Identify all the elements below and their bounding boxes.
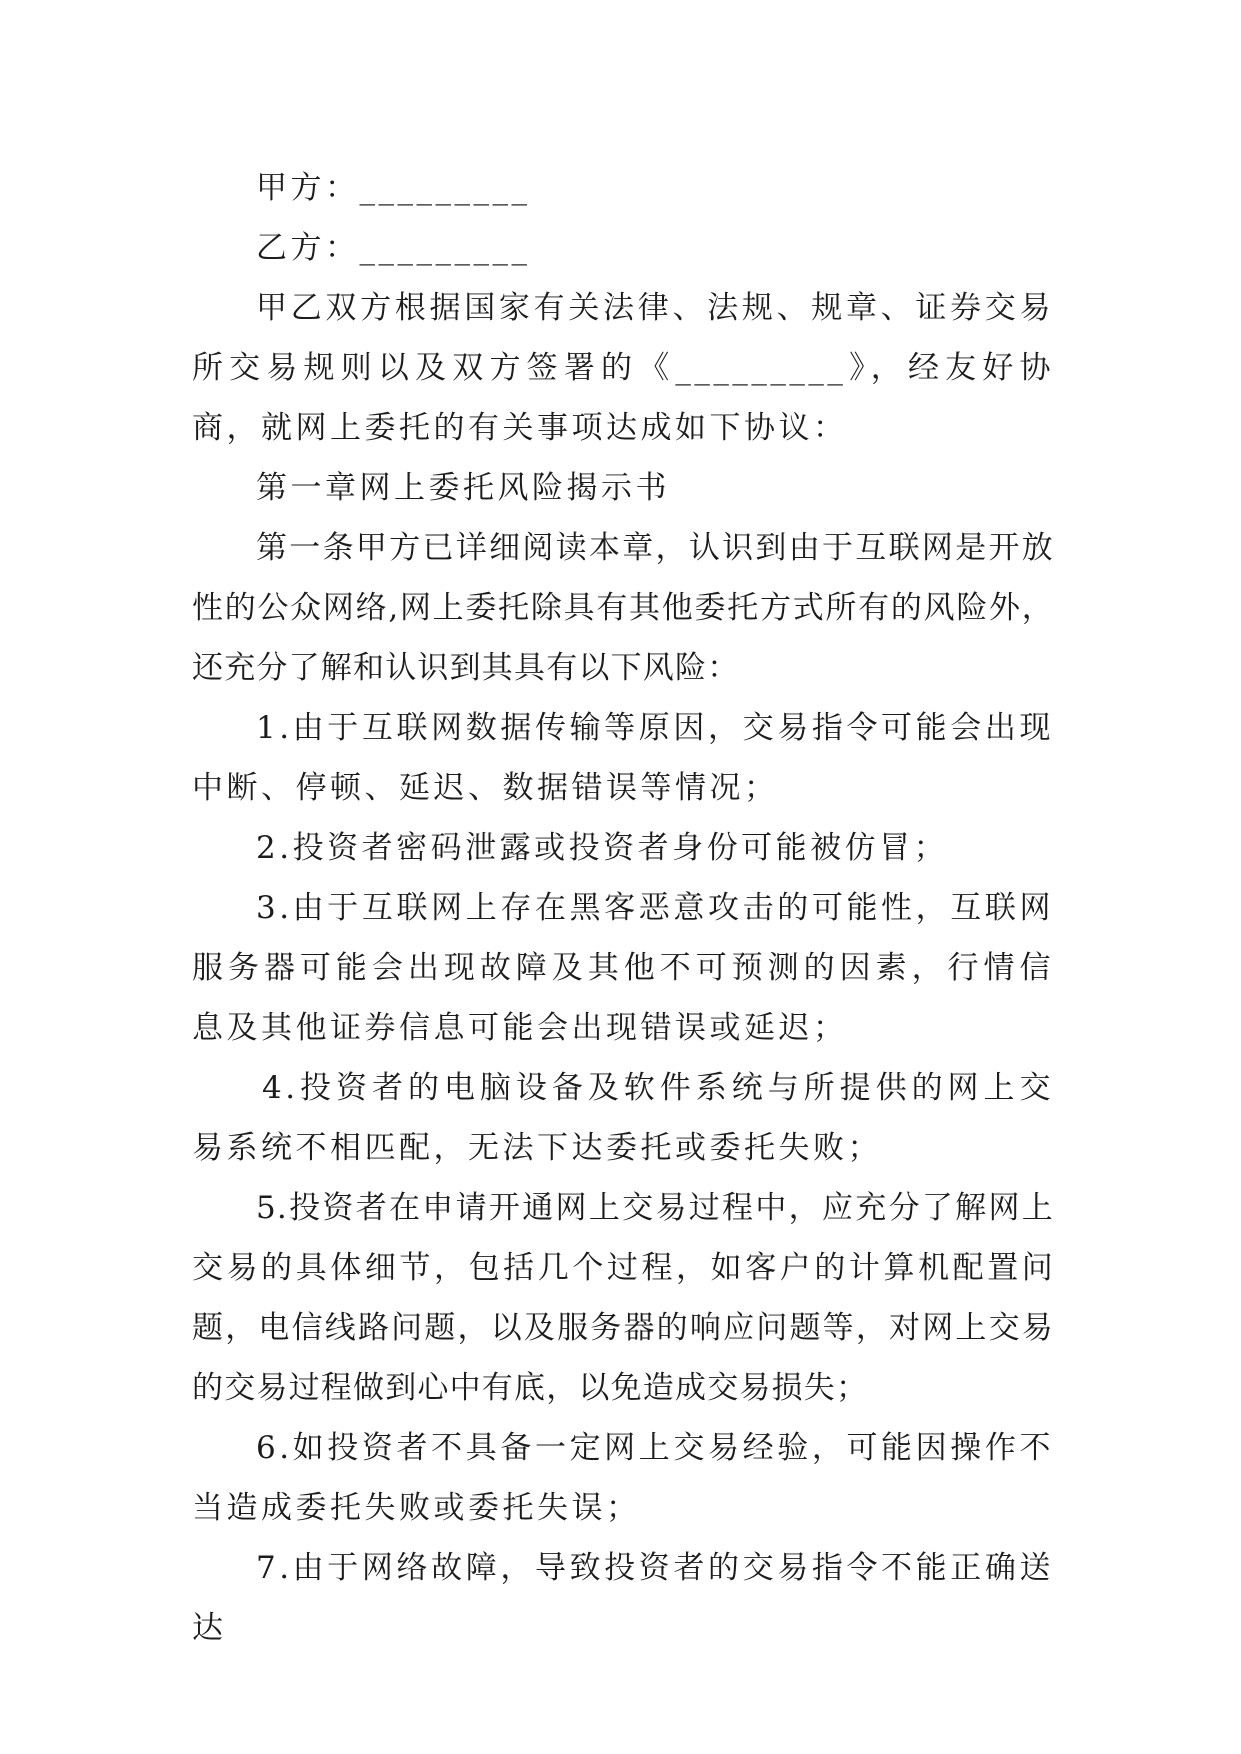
party-a-line: 甲方：_________ — [256, 170, 531, 206]
preamble-paragraph: 甲乙双方根据国家有关法律、法规、规章、证券交易所交易规则以及双方签署的《_________》，经友好协商，就网上委托的有关事项达成如下协议： — [192, 290, 1054, 446]
risk-item-6: 6.如投资者不具备一定网上交易经验，可能因操作不当造成委托失败或委托失误； — [192, 1430, 1054, 1526]
article-one-paragraph: 第一条甲方已详细阅读本章，认识到由于互联网是开放性的公众网络,网上委托除具有其他委托方式所有的风险外，还充分了解和认识到其具有以下风险： — [192, 530, 1054, 686]
risk-item-1: 1.由于互联网数据传输等原因，交易指令可能会出现中断、停顿、延迟、数据错误等情况； — [192, 710, 1054, 806]
chapter-heading: 第一章网上委托风险揭示书 — [256, 470, 670, 506]
party-b-line: 乙方：_________ — [256, 230, 531, 266]
risk-item-7: 7.由于网络故障，导致投资者的交易指令不能正确送达 — [192, 1550, 1054, 1646]
document-body — [192, 158, 1054, 1658]
risk-item-3: 3.由于互联网上存在黑客恶意攻击的可能性，互联网服务器可能会出现故障及其他不可预测的因素，行情信息及其他证券信息可能会出现错误或延迟； — [192, 890, 1054, 1046]
risk-item-2: 2.投资者密码泄露或投资者身份可能被仿冒； — [256, 830, 949, 866]
risk-item-5: 5.投资者在申请开通网上交易过程中，应充分了解网上交易的具体细节，包括几个过程，如客户的计算机配置问题，电信线路问题，以及服务器的响应问题等，对网上交易的交易过程做到心中有底，以免造成交易损失； — [192, 1190, 1054, 1406]
risk-item-4: 4.投资者的电脑设备及软件系统与所提供的网上交易系统不相匹配，无法下达委托或委托失败； — [192, 1070, 1054, 1166]
